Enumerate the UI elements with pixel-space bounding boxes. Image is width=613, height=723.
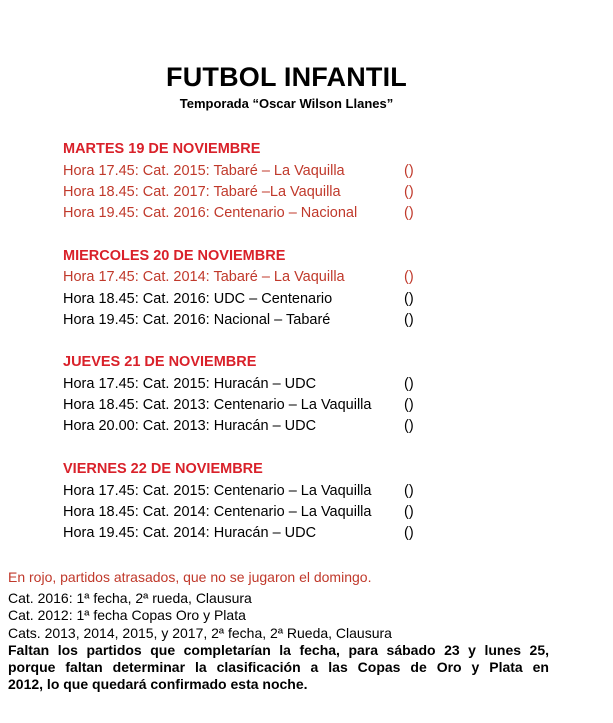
pending-matches-paragraph	[8, 642, 549, 693]
match-row: Hora 19.45: Cat. 2016: Nacional – Tabaré	[63, 312, 331, 328]
note-line: Cat. 2012: 1ª fecha Copas Oro y Plata	[8, 607, 246, 623]
match-row: Hora 18.45: Cat. 2013: Centenario – La Vaquilla	[63, 397, 372, 413]
match-result: ()	[404, 504, 414, 520]
delayed-matches-note: En rojo, partidos atrasados, que no se jugaron el domingo.	[8, 569, 372, 585]
note-line: Cat. 2016: 1ª fecha, 2ª rueda, Clausura	[8, 590, 252, 606]
match-row: Hora 19.45: Cat. 2016: Centenario – Nacional	[63, 205, 358, 221]
match-result: ()	[404, 291, 414, 307]
season-subtitle: Temporada “Oscar Wilson Llanes”	[179, 96, 394, 111]
match-row: Hora 18.45: Cat. 2017: Tabaré –La Vaquilla	[63, 184, 341, 200]
match-row: Hora 17.45: Cat. 2015: Centenario – La Vaquilla	[63, 483, 372, 499]
paragraph-line: 2012, lo que quedará confirmado esta noche.	[8, 676, 308, 692]
match-row: Hora 20.00: Cat. 2013: Huracán – UDC	[63, 418, 317, 434]
match-result: ()	[404, 397, 414, 413]
match-result: ()	[404, 483, 414, 499]
day-heading-martes: MARTES 19 DE NOVIEMBRE	[63, 141, 261, 157]
match-result: ()	[404, 269, 414, 285]
note-line: Cats. 2013, 2014, 2015, y 2017, 2ª fecha, 2ª Rueda, Clausura	[8, 625, 392, 641]
day-heading-jueves: JUEVES 21 DE NOVIEMBRE	[63, 354, 257, 370]
match-row: Hora 17.45: Cat. 2014: Tabaré – La Vaquilla	[63, 269, 345, 285]
paragraph-line: porque faltan determinar la clasificación a las Copas de Oro y Plata en	[8, 659, 549, 675]
match-row: Hora 17.45: Cat. 2015: Huracán – UDC	[63, 376, 317, 392]
page-title: FUTBOL INFANTIL	[166, 62, 407, 92]
match-result: ()	[404, 163, 414, 179]
match-row: Hora 19.45: Cat. 2014: Huracán – UDC	[63, 525, 317, 541]
match-result: ()	[404, 312, 414, 328]
match-row: Hora 17.45: Cat. 2015: Tabaré – La Vaquilla	[63, 163, 345, 179]
paragraph-line: Faltan los partidos que completarían la fecha, para sábado 23 y lunes 25,	[8, 642, 549, 658]
match-row: Hora 18.45: Cat. 2014: Centenario – La Vaquilla	[63, 504, 372, 520]
match-row: Hora 18.45: Cat. 2016: UDC – Centenario	[63, 291, 333, 307]
match-result: ()	[404, 184, 414, 200]
match-result: ()	[404, 418, 414, 434]
match-result: ()	[404, 525, 414, 541]
day-heading-viernes: VIERNES 22 DE NOVIEMBRE	[63, 461, 263, 477]
match-result: ()	[404, 205, 414, 221]
match-result: ()	[404, 376, 414, 392]
day-heading-miercoles: MIERCOLES 20 DE NOVIEMBRE	[63, 248, 286, 264]
